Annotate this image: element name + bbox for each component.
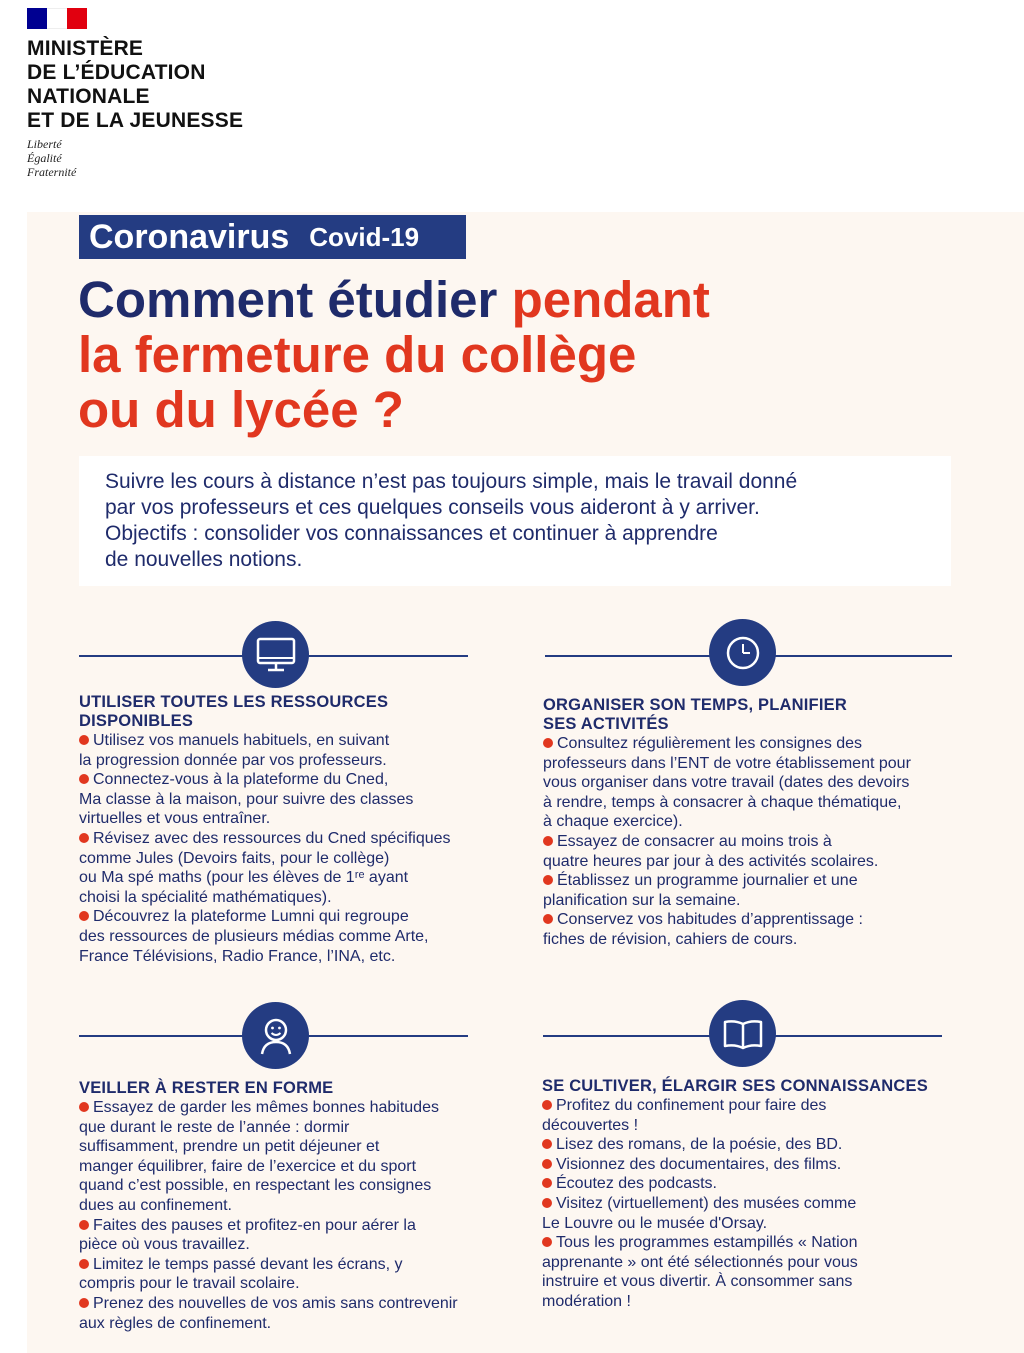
- bullet-item-line: [542, 1135, 962, 1155]
- bullet-text: dues au confinement.: [79, 1196, 232, 1214]
- intro-box: [79, 456, 951, 586]
- intro-line: par vos professeurs et ces quelques conseils vous aideront à y arriver.: [105, 496, 760, 519]
- bullet-text: des ressources de plusieurs médias comme Arte,: [79, 927, 429, 945]
- bullet-continuation-line: [543, 891, 963, 911]
- bullet-continuation-line: [79, 1176, 489, 1196]
- bullet-item-line: [542, 1096, 962, 1116]
- bullet-item-line: [543, 910, 963, 930]
- bullet-text: pièce où vous travaillez.: [79, 1236, 250, 1254]
- ministry-line: ET DE LA JEUNESSE: [27, 109, 244, 132]
- bullet-continuation-line: [79, 927, 479, 947]
- bullet-text: Écoutez des podcasts.: [556, 1175, 717, 1193]
- bullet-text: Limitez le temps passé devant les écrans, y: [93, 1255, 403, 1273]
- ministry-line: NATIONALE: [27, 85, 150, 108]
- bullet-dot-icon: [79, 774, 89, 784]
- bullet-text: France Télévisions, Radio France, l’INA, etc.: [79, 947, 396, 965]
- bullet-text: que durant le reste de l’année : dormir: [79, 1118, 350, 1136]
- bullet-text: à chaque exercice).: [543, 813, 683, 831]
- bullet-dot-icon: [79, 735, 89, 745]
- bullet-dot-icon: [79, 1259, 89, 1269]
- republic-flag-logo: [27, 8, 87, 29]
- bullet-continuation-line: [79, 809, 479, 829]
- bullet-text: Connectez-vous à la plateforme du Cned,: [93, 771, 389, 789]
- bullet-continuation-line: [543, 812, 963, 832]
- bullet-continuation-line: [542, 1292, 962, 1312]
- bullet-dot-icon: [542, 1237, 552, 1247]
- bullet-text: Essayez de garder les mêmes bonnes habitudes: [93, 1099, 439, 1116]
- bullet-dot-icon: [79, 1220, 89, 1230]
- bullet-text: fiches de révision, cahiers de cours.: [543, 930, 798, 948]
- bullet-item-line: [79, 829, 479, 849]
- section-title: [542, 1077, 962, 1096]
- bullet-dot-icon: [542, 1159, 552, 1169]
- bullet-continuation-line: [79, 1118, 489, 1138]
- title-line-3: ou du lycée ?: [78, 381, 404, 438]
- section-resources: [79, 693, 479, 966]
- bullet-continuation-line: [79, 1314, 489, 1334]
- bullet-text: Ma classe à la maison, pour suivre des classes: [79, 790, 414, 808]
- bullet-dot-icon: [79, 911, 89, 921]
- section-body: [79, 1098, 489, 1333]
- bullet-text: choisi la spécialité mathématiques).: [79, 888, 332, 906]
- bullet-text: Visitez (virtuellement) des musées comme: [556, 1194, 857, 1212]
- bullet-continuation-line: [542, 1116, 962, 1136]
- bullet-dot-icon: [79, 1298, 89, 1308]
- section-body: [543, 734, 963, 950]
- bullet-continuation-line: [79, 790, 479, 810]
- bullet-text: quatre heures par jour à des activités scolaires.: [543, 852, 879, 870]
- bullet-continuation-line: [542, 1214, 962, 1234]
- bullet-dot-icon: [542, 1100, 552, 1110]
- bullet-text: découvertes !: [542, 1116, 639, 1134]
- section-title-line: SE CULTIVER, ÉLARGIR SES CONNAISSANCES: [542, 1077, 928, 1095]
- bullet-item-line: [542, 1174, 962, 1194]
- bullet-text: virtuelles et vous entraîner.: [79, 810, 271, 828]
- bullet-continuation-line: [79, 1137, 489, 1157]
- banner-primary: Coronavirus: [89, 217, 290, 256]
- ministry-line: DE L’ÉDUCATION: [27, 61, 206, 84]
- bullet-item-line: [543, 832, 963, 852]
- section-title: [79, 693, 479, 731]
- bullet-item-line: [79, 1216, 489, 1236]
- bullet-continuation-line: [79, 1235, 489, 1255]
- bullet-item-line: [79, 1255, 489, 1275]
- bullet-text: comme Jules (Devoirs faits, pour le collège): [79, 849, 390, 867]
- bullet-text: ou Ma spé maths (pour les élèves de 1ʳᵉ ayant: [79, 869, 409, 887]
- section-body: [79, 731, 479, 966]
- bullet-continuation-line: [79, 947, 479, 967]
- intro-line: Objectifs : consolider vos connaissances et continuer à apprendre: [105, 522, 718, 545]
- bullet-continuation-line: [543, 754, 963, 774]
- bullet-dot-icon: [543, 836, 553, 846]
- section-body: [542, 1096, 962, 1312]
- bullet-text: quand c’est possible, en respectant les consignes: [79, 1177, 432, 1195]
- bullet-text: Faites des pauses et profitez-en pour aérer la: [93, 1216, 416, 1234]
- bullet-continuation-line: [79, 1157, 489, 1177]
- bullet-text: à rendre, temps à consacrer à chaque thématique,: [543, 793, 902, 811]
- bullet-text: vous organiser dans votre travail (dates des devoirs: [543, 774, 910, 792]
- bullet-continuation-line: [79, 849, 479, 869]
- bullet-text: compris pour le travail scolaire.: [79, 1275, 300, 1293]
- bullet-text: instruire et vous divertir. À consommer sans: [542, 1273, 853, 1291]
- bullet-text: planification sur la semaine.: [543, 891, 741, 909]
- bullet-text: Lisez des romans, de la poésie, des BD.: [556, 1136, 843, 1154]
- section-health: [79, 1079, 489, 1333]
- bullet-text: Le Louvre ou le musée d'Orsay.: [542, 1214, 768, 1232]
- bullet-text: apprenante » ont été sélectionnés pour vous: [542, 1253, 858, 1271]
- bullet-item-line: [79, 1294, 489, 1314]
- bullet-text: Révisez avec des ressources du Cned spécifiques: [93, 829, 451, 847]
- bullet-dot-icon: [542, 1178, 552, 1188]
- bullet-continuation-line: [79, 751, 479, 771]
- ministry-name: [27, 37, 243, 133]
- banner-secondary: Covid-19: [309, 221, 420, 252]
- bullet-item-line: [79, 1098, 489, 1118]
- motto-line: Fraternité: [27, 165, 77, 179]
- section-title-line: UTILISER TOUTES LES RESSOURCES: [79, 693, 389, 711]
- bullet-continuation-line: [79, 1274, 489, 1294]
- bullet-item-line: [79, 770, 479, 790]
- section-title-line: DISPONIBLES: [79, 712, 194, 730]
- bullet-text: aux règles de confinement.: [79, 1314, 272, 1332]
- bullet-continuation-line: [543, 930, 963, 950]
- bullet-text: manger équilibrer, faire de l’exercice et du sport: [79, 1157, 417, 1175]
- bullet-dot-icon: [542, 1139, 552, 1149]
- bullet-item-line: [542, 1233, 962, 1253]
- bullet-text: Découvrez la plateforme Lumni qui regroupe: [93, 908, 409, 926]
- bullet-text: Visionnez des documentaires, des films.: [556, 1155, 842, 1173]
- bullet-continuation-line: [543, 852, 963, 872]
- bullet-item-line: [543, 871, 963, 891]
- section-title-line: VEILLER À RESTER EN FORME: [79, 1079, 334, 1097]
- bullet-item-line: [542, 1155, 962, 1175]
- bullet-text: suffisamment, prendre un petit déjeuner et: [79, 1138, 380, 1156]
- bullet-text: professeurs dans l’ENT de votre établissement pour: [543, 754, 911, 772]
- title-line-2: la fermeture du collège: [78, 326, 637, 383]
- bullet-continuation-line: [79, 1196, 489, 1216]
- bullet-continuation-line: [542, 1272, 962, 1292]
- bullet-continuation-line: [79, 868, 479, 888]
- bullet-text: Prenez des nouvelles de vos amis sans contrevenir: [93, 1294, 458, 1312]
- bullet-text: Tous les programmes estampillés « Nation: [556, 1234, 858, 1252]
- bullet-continuation-line: [543, 793, 963, 813]
- section-time: [543, 696, 963, 950]
- motto-line: Liberté: [27, 137, 62, 151]
- section-title-line: SES ACTIVITÉS: [543, 715, 669, 733]
- intro-line: Suivre les cours à distance n’est pas toujours simple, mais le travail donné: [105, 470, 798, 493]
- bullet-dot-icon: [543, 738, 553, 748]
- section-title-line: ORGANISER SON TEMPS, PLANIFIER: [543, 696, 847, 714]
- topic-banner: [79, 215, 466, 259]
- open-book-icon: [709, 1000, 776, 1067]
- section-title: [543, 696, 963, 734]
- bullet-text: Consultez régulièrement les consignes des: [557, 735, 863, 752]
- bullet-continuation-line: [543, 773, 963, 793]
- page-title: [78, 272, 710, 437]
- bullet-text: modération !: [542, 1292, 631, 1310]
- computer-monitor-icon: [242, 621, 309, 688]
- motto: [27, 137, 76, 179]
- title-part-blue: Comment étudier: [78, 271, 512, 328]
- bullet-text: la progression donnée par vos professeurs.: [79, 751, 387, 769]
- motto-line: Égalité: [27, 151, 62, 165]
- bullet-continuation-line: [542, 1253, 962, 1273]
- bullet-dot-icon: [79, 833, 89, 843]
- bullet-dot-icon: [543, 914, 553, 924]
- bullet-dot-icon: [542, 1198, 552, 1208]
- bullet-item-line: [542, 1194, 962, 1214]
- section-culture: [542, 1077, 962, 1312]
- smiley-person-icon: [242, 1002, 309, 1069]
- bullet-item-line: [79, 907, 479, 927]
- section-title: [79, 1079, 489, 1098]
- bullet-dot-icon: [543, 875, 553, 885]
- bullet-continuation-line: [79, 888, 479, 908]
- bullet-text: Conservez vos habitudes d’apprentissage :: [557, 911, 863, 929]
- bullet-text: Établissez un programme journalier et une: [557, 872, 858, 890]
- bullet-text: Essayez de consacrer au moins trois à: [557, 832, 832, 850]
- intro-line: de nouvelles notions.: [105, 548, 303, 571]
- bullet-item-line: [543, 734, 963, 754]
- ministry-line: MINISTÈRE: [27, 37, 144, 60]
- bullet-text: Utilisez vos manuels habituels, en suivant: [93, 732, 390, 749]
- title-part-red: pendant: [511, 271, 710, 328]
- clock-icon: [709, 619, 776, 686]
- bullet-item-line: [79, 731, 479, 751]
- bullet-dot-icon: [79, 1102, 89, 1112]
- bullet-text: Profitez du confinement pour faire des: [556, 1097, 827, 1114]
